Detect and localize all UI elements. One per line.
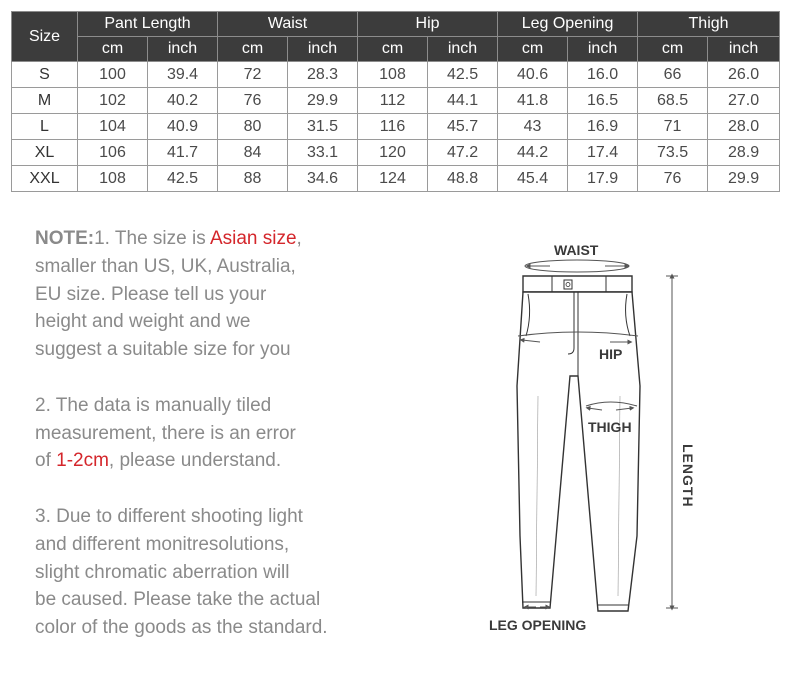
measurement-cell: 17.9 xyxy=(568,166,638,192)
measurement-cell: 80 xyxy=(218,114,288,140)
note-3-line-2: and different monitresolutions, xyxy=(35,533,290,555)
unit-header: inch xyxy=(708,37,780,62)
size-cell: XXL xyxy=(12,166,78,192)
measurement-cell: 104 xyxy=(78,114,148,140)
note-1 xyxy=(35,225,395,364)
measurement-cell: 17.4 xyxy=(568,140,638,166)
measurement-cell: 45.4 xyxy=(498,166,568,192)
table-row xyxy=(12,166,780,192)
note-3 xyxy=(35,503,395,642)
measurement-cell: 42.5 xyxy=(428,62,498,88)
measurement-cell: 39.4 xyxy=(148,62,218,88)
note-3-line-4: be caused. Please take the actual xyxy=(35,589,321,611)
measurement-cell: 48.8 xyxy=(428,166,498,192)
unit-header: cm xyxy=(498,37,568,62)
table-row xyxy=(12,140,780,166)
measurement-cell: 112 xyxy=(358,88,428,114)
measurement-cell: 29.9 xyxy=(708,166,780,192)
unit-header-row xyxy=(12,37,780,62)
measurement-cell: 102 xyxy=(78,88,148,114)
pants-illustration xyxy=(480,236,720,636)
note-2-line-1: 2. The data is manually tiled xyxy=(35,394,272,416)
measurement-cell: 84 xyxy=(218,140,288,166)
thigh-label: THIGH xyxy=(588,419,632,435)
unit-header: cm xyxy=(78,37,148,62)
note-2-text: , please understand. xyxy=(108,450,282,472)
measurement-cell: 42.5 xyxy=(148,166,218,192)
measurement-cell: 66 xyxy=(638,62,708,88)
note-2 xyxy=(35,392,395,475)
unit-header: inch xyxy=(568,37,638,62)
measurement-cell: 16.5 xyxy=(568,88,638,114)
table-row xyxy=(12,88,780,114)
measurement-cell: 27.0 xyxy=(708,88,780,114)
note-3-line-3: slight chromatic aberration will xyxy=(35,561,290,583)
measurement-cell: 40.9 xyxy=(148,114,218,140)
measurement-cell: 120 xyxy=(358,140,428,166)
measurement-cell: 40.6 xyxy=(498,62,568,88)
measurement-cell: 40.2 xyxy=(148,88,218,114)
group-header-waist: Waist xyxy=(218,12,358,37)
note-3-line-1: 3. Due to different shooting light xyxy=(35,505,303,527)
note-heading: NOTE: xyxy=(35,228,95,249)
measurement-cell: 29.9 xyxy=(288,88,358,114)
size-table-body xyxy=(12,62,780,192)
note-1-text: , xyxy=(296,228,302,249)
unit-header: cm xyxy=(638,37,708,62)
note-3-line-5: color of the goods as the standard. xyxy=(35,617,328,639)
measurement-cell: 68.5 xyxy=(638,88,708,114)
measurement-cell: 73.5 xyxy=(638,140,708,166)
note-1-line-4: height and weight and we xyxy=(35,311,251,333)
note-1-line-2: smaller than US, UK, Australia, xyxy=(35,255,296,277)
size-cell: M xyxy=(12,88,78,114)
unit-header: cm xyxy=(358,37,428,62)
measurement-cell: 45.7 xyxy=(428,114,498,140)
measurement-cell: 16.0 xyxy=(568,62,638,88)
unit-header: inch xyxy=(148,37,218,62)
size-notes xyxy=(35,225,395,670)
size-cell: L xyxy=(12,114,78,140)
note-2-line-2: measurement, there is an error xyxy=(35,422,296,444)
note-1-line-3: EU size. Please tell us your xyxy=(35,283,267,305)
measurement-cell: 43 xyxy=(498,114,568,140)
measurement-cell: 28.9 xyxy=(708,140,780,166)
measurement-cell: 28.3 xyxy=(288,62,358,88)
hip-label: HIP xyxy=(599,346,623,362)
measurement-cell: 116 xyxy=(358,114,428,140)
measurement-cell: 71 xyxy=(638,114,708,140)
waist-label: WAIST xyxy=(554,242,599,258)
measurement-cell: 100 xyxy=(78,62,148,88)
measurement-cell: 76 xyxy=(638,166,708,192)
measurement-cell: 33.1 xyxy=(288,140,358,166)
table-row xyxy=(12,114,780,140)
measurement-cell: 41.8 xyxy=(498,88,568,114)
measurement-cell: 106 xyxy=(78,140,148,166)
size-cell: XL xyxy=(12,140,78,166)
measurement-cell: 34.6 xyxy=(288,166,358,192)
waistband xyxy=(523,276,632,292)
measurement-cell: 44.2 xyxy=(498,140,568,166)
note-2-text: of xyxy=(35,450,57,472)
size-chart-table xyxy=(11,11,780,192)
length-label: LENGTH xyxy=(680,444,696,508)
waist-button xyxy=(564,280,572,289)
group-header-hip: Hip xyxy=(358,12,498,37)
measurement-cell: 76 xyxy=(218,88,288,114)
measurement-cell: 108 xyxy=(78,166,148,192)
measurement-cell: 16.9 xyxy=(568,114,638,140)
error-range-highlight: 1-2cm xyxy=(56,450,109,472)
measurement-cell: 28.0 xyxy=(708,114,780,140)
measurement-cell: 26.0 xyxy=(708,62,780,88)
size-header: Size xyxy=(12,12,78,62)
group-header-thigh: Thigh xyxy=(638,12,780,37)
group-header-row xyxy=(12,12,780,37)
measurement-cell: 88 xyxy=(218,166,288,192)
size-cell: S xyxy=(12,62,78,88)
measurement-cell: 41.7 xyxy=(148,140,218,166)
note-1-text: 1. The size is xyxy=(94,228,210,249)
group-header-pant-length: Pant Length xyxy=(78,12,218,37)
measurement-cell: 124 xyxy=(358,166,428,192)
group-header-leg-opening: Leg Opening xyxy=(498,12,638,37)
measurement-cell: 47.2 xyxy=(428,140,498,166)
measurement-cell: 72 xyxy=(218,62,288,88)
note-1-line-1 xyxy=(35,225,395,253)
asian-size-highlight: Asian size xyxy=(209,228,297,249)
leg-opening-label: LEG OPENING xyxy=(489,617,587,633)
pants-measurement-diagram xyxy=(480,236,720,636)
measurement-cell: 108 xyxy=(358,62,428,88)
unit-header: inch xyxy=(428,37,498,62)
measurement-cell: 31.5 xyxy=(288,114,358,140)
table-row xyxy=(12,62,780,88)
measurement-cell: 44.1 xyxy=(428,88,498,114)
unit-header: inch xyxy=(288,37,358,62)
note-1-line-5: suggest a suitable size for you xyxy=(35,339,291,361)
unit-header: cm xyxy=(218,37,288,62)
note-2-line-3 xyxy=(35,447,395,475)
